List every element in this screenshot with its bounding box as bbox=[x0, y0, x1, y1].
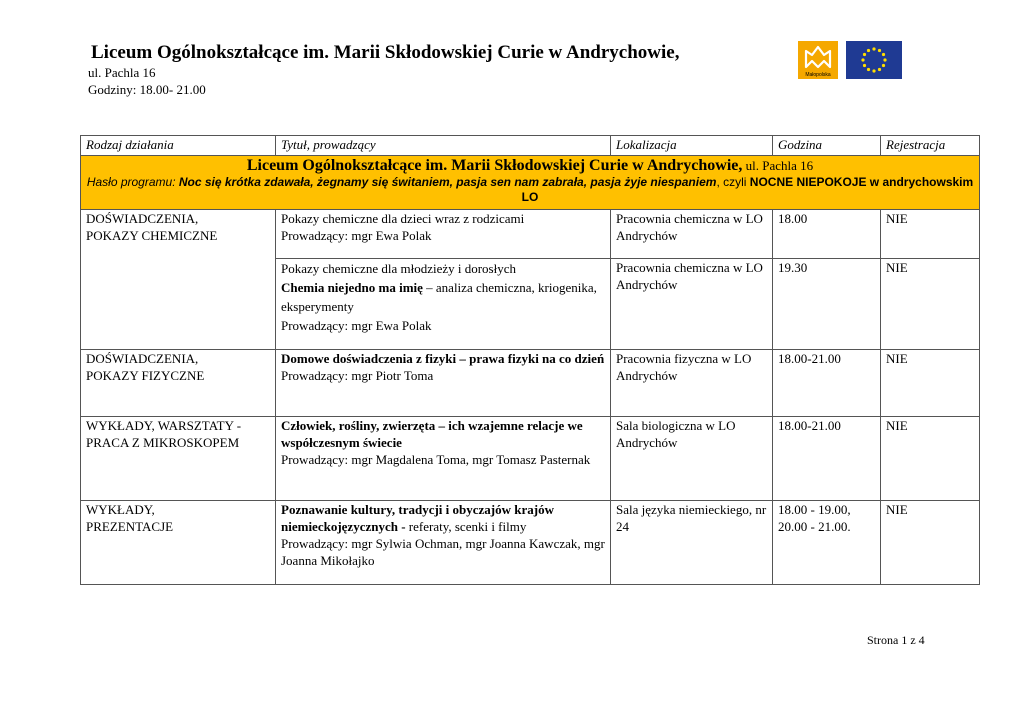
registration-cell: NIE bbox=[881, 210, 980, 259]
category-cell bbox=[81, 501, 276, 585]
time-cell: 18.00-21.00 bbox=[773, 417, 881, 501]
host-text: Prowadzący: mgr Ewa Polak bbox=[281, 228, 432, 243]
banner-title bbox=[86, 156, 974, 175]
table-row bbox=[81, 417, 980, 501]
category-cell bbox=[81, 350, 276, 417]
banner-cell bbox=[81, 156, 980, 210]
banner-title-text: Liceum Ogólnokształcące im. Marii Skłodowskiej Curie w Andrychowie, bbox=[246, 157, 743, 174]
malopolska-emblem-icon bbox=[804, 45, 832, 69]
category-text: WYKŁADY, WARSZTATY - PRACA Z MIKROSKOPEM bbox=[86, 418, 242, 450]
title-text bbox=[281, 501, 605, 535]
category-text: POKAZY FIZYCZNE bbox=[86, 368, 205, 383]
host-text: Prowadzący: mgr Ewa Polak bbox=[281, 318, 432, 333]
location-cell: Pracownia chemiczna w LO Andrychów bbox=[611, 210, 773, 259]
title-bold: Człowiek, rośliny, zwierzęta – ich wzajemne relacje we współczesnym świecie bbox=[281, 418, 583, 450]
header-time: Godzina bbox=[773, 136, 881, 156]
eu-stars-icon bbox=[846, 41, 902, 79]
title-bold: Poznawanie kultury, tradycji i obyczajów krajów niemieckojęzycznych - bbox=[281, 502, 554, 534]
location-cell: Sala biologiczna w LO Andrychów bbox=[611, 417, 773, 501]
hours-line: Godziny: 18.00- 21.00 bbox=[88, 82, 206, 97]
slogan-prefix: Hasło programu bbox=[86, 175, 173, 189]
category-text: DOŚWIADCZENIA, bbox=[86, 211, 199, 226]
header-title-host: Tytuł, prowadzący bbox=[276, 136, 611, 156]
time-cell: 19.30 bbox=[773, 259, 881, 350]
title-text bbox=[281, 278, 605, 316]
title-text: Pokazy chemiczne dla młodzieży i dorosłych bbox=[281, 261, 517, 276]
host-text: Prowadzący: mgr Piotr Toma bbox=[281, 368, 434, 383]
page-number: Strona 1 z 4 bbox=[867, 633, 925, 647]
table-row bbox=[81, 350, 980, 417]
category-cell bbox=[81, 417, 276, 501]
registration-cell: NIE bbox=[881, 350, 980, 417]
title-cell bbox=[276, 417, 611, 501]
title-text: Pokazy chemiczne dla dzieci wraz z rodzicami bbox=[281, 211, 525, 226]
location-cell: Sala języka niemieckiego, nr 24 bbox=[611, 501, 773, 585]
logos bbox=[798, 41, 902, 79]
slogan-text: Noc się krótka zdawała, żegnamy się świtaniem, pasja sen nam zabrała, pasja żyje niespaniem bbox=[178, 175, 717, 189]
eu-flag-logo bbox=[846, 41, 902, 79]
category-text: PREZENTACJE bbox=[86, 519, 174, 534]
title-bold: Chemia niejedno ma imię bbox=[281, 280, 423, 295]
location-cell: Pracownia chemiczna w LO Andrychów bbox=[611, 259, 773, 350]
location-cell: Pracownia fizyczna w LO Andrychów bbox=[611, 350, 773, 417]
banner-address: ul. Pachla 16 bbox=[742, 158, 814, 173]
time-cell: 18.00-21.00 bbox=[773, 350, 881, 417]
title-bold: Domowe doświadczenia z fizyki – prawa fizyki na co dzień bbox=[281, 351, 605, 366]
title-rest: – analiza chemiczna, kriogenika, eksperymenty bbox=[281, 280, 597, 314]
program-table bbox=[80, 135, 980, 585]
title-cell bbox=[276, 501, 611, 585]
category-text: WYKŁADY, bbox=[86, 502, 155, 517]
slogan-event: NOCNE NIEPOKOJE w andrychowskim LO bbox=[521, 175, 974, 204]
time-cell: 18.00 bbox=[773, 210, 881, 259]
category-cell bbox=[81, 210, 276, 350]
header-activity-type: Rodzaj działania bbox=[81, 136, 276, 156]
document-title: Liceum Ogólnokształcące im. Marii Skłodowskiej Curie w Andrychowie, bbox=[91, 42, 680, 63]
slogan-joiner: , czyli bbox=[716, 175, 750, 189]
table-row bbox=[81, 501, 980, 585]
address-line: ul. Pachla 16 bbox=[88, 65, 156, 80]
banner-row bbox=[81, 156, 980, 210]
table-header-row bbox=[81, 136, 980, 156]
category-text: POKAZY CHEMICZNE bbox=[86, 228, 218, 243]
category-text: DOŚWIADCZENIA, bbox=[86, 351, 199, 366]
header-location: Lokalizacja bbox=[611, 136, 773, 156]
registration-cell: NIE bbox=[881, 417, 980, 501]
time-cell bbox=[773, 501, 881, 585]
table-row bbox=[81, 210, 980, 259]
title-rest: referaty, scenki i filmy bbox=[405, 519, 527, 534]
title-cell bbox=[276, 259, 611, 350]
registration-cell: NIE bbox=[881, 259, 980, 350]
time-text: 18.00 - 19.00, bbox=[778, 502, 851, 517]
host-text: Prowadzący: mgr Magdalena Toma, mgr Tomasz Pasternak bbox=[281, 452, 591, 467]
title-cell bbox=[276, 350, 611, 417]
title-cell bbox=[276, 210, 611, 259]
slogan-colon: : bbox=[172, 175, 179, 189]
registration-cell: NIE bbox=[881, 501, 980, 585]
header-registration: Rejestracja bbox=[881, 136, 980, 156]
banner-slogan bbox=[86, 175, 974, 205]
malopolska-label: Małopolska bbox=[805, 72, 831, 78]
malopolska-logo bbox=[798, 41, 838, 79]
document-header bbox=[88, 42, 679, 98]
host-text: Prowadzący: mgr Sylwia Ochman, mgr Joanna Kawczak, mgr Joanna Mikołajko bbox=[281, 536, 605, 568]
time-text: 20.00 - 21.00. bbox=[778, 519, 851, 534]
